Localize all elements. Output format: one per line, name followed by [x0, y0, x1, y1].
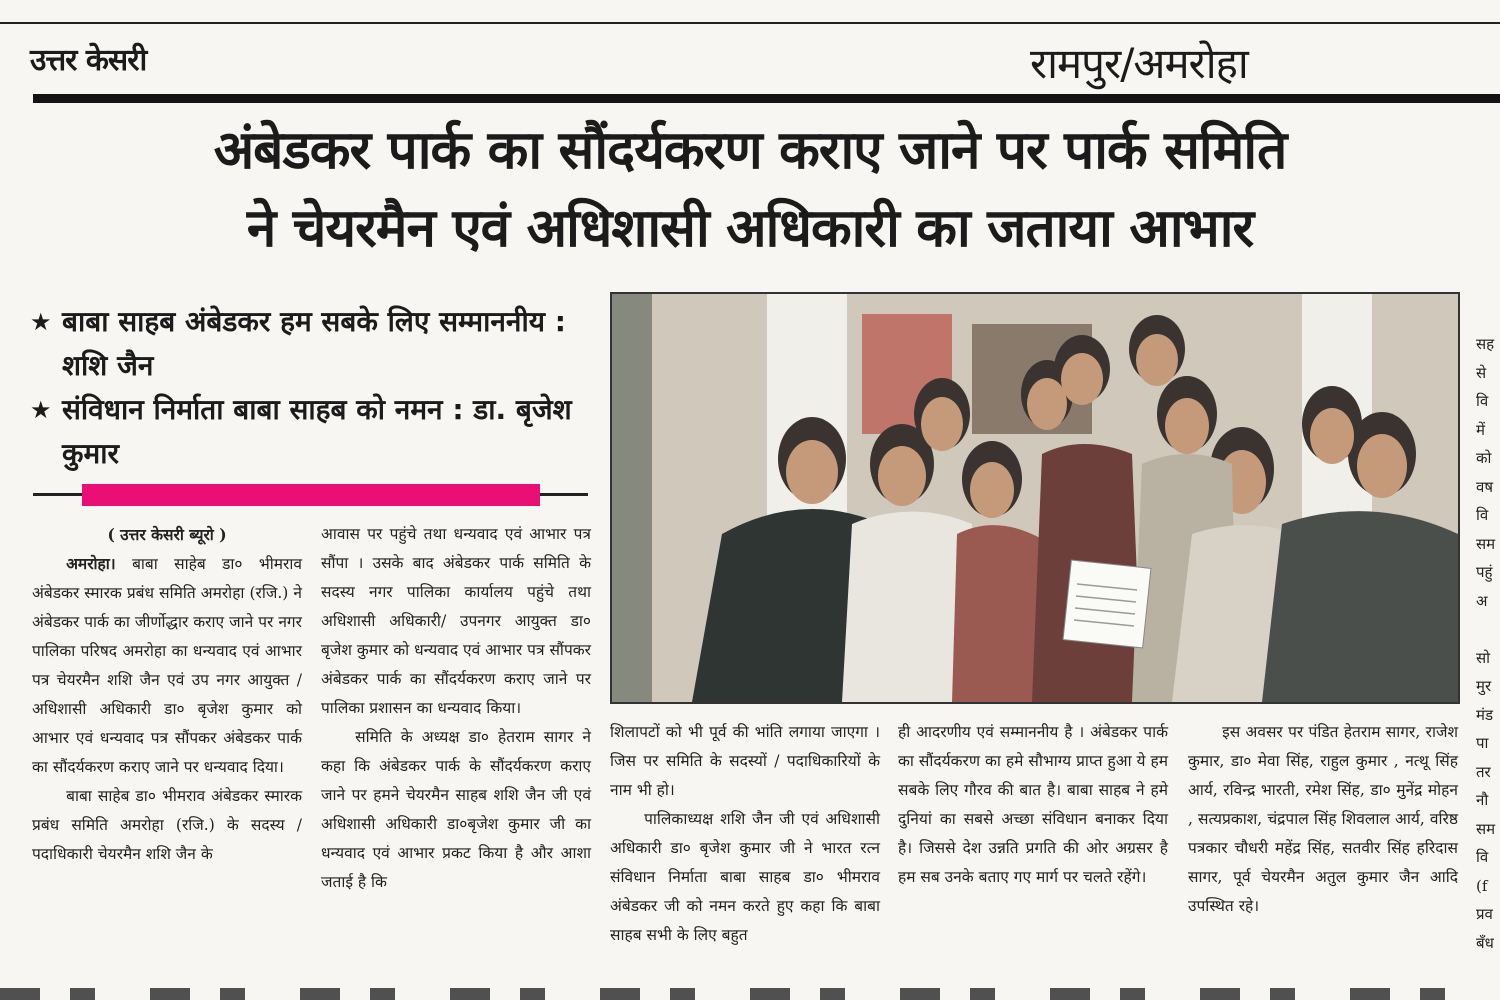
article-column-1 — [32, 520, 302, 869]
article-text: समिति के अध्यक्ष डा० हेतराम सागर ने कहा कि अंबेडकर पार्क के सौंदर्यकरण कराए जाने पर हमने चेयरमैन साहब शशि जैन जी एवं अधिशासी अधिकारी डा०बृजेश कुमार जी का धन्यवाद एवं आभार प्रकट किया है और आशा जताई है कि — [321, 728, 591, 891]
star-icon: ★ — [30, 396, 52, 424]
article-text: ही आदरणीय एवं सम्माननीय है । अंबेडकर पार्क का सौंदर्यकरण का हमे सौभाग्य प्राप्त हुआ ये हम सबके लिए गौरव की बात है। बाबा साहब ने हमे दुनियां का सबसे अच्छा संविधान बनाकर दिया है। जिससे देश उन्नति प्रगति की ओर अग्रसर है हम सब उनके बताए गए मार्ग पर चलते रहेंगे। — [898, 723, 1168, 886]
article-text: आवास पर पहुंचे तथा धन्यवाद एवं आभार पत्र सौंपा । उसके बाद अंबेडकर पार्क समिति के सदस्य नगर पालिका कार्यालय पहुंचे तथा अधिशासी अधिकारी/ उपनगर आयुक्त डा० बृजेश कुमार को धन्यवाद एवं आभार पत्र सौंपकर अंबेडकर पार्क का सौंदर्यकरण कराए जाने पर पालिका प्रशासन का धन्यवाद किया। — [321, 525, 591, 717]
adjacent-article-fragment: सह से वि में को वष वि सम पहुं अ सो मुर मंड पा तर नौ सम वि (f प्रव बँध — [1476, 335, 1496, 952]
article-text: बाबा साहेब डा० भीमराव अंबेडकर स्मारक प्रबंध समिति अमरोहा (रजि.) ने अंबेडकर पार्क का जीर्णोद्धार कराए जाने पर नगर पालिका परिषद अमरोहा का धन्यवाद एवं आभार पत्र चेयरमैन शशि जैन एवं उप नगर आयुक्त / अधिशासी अधिकारी डा० बृजेश कुमार को आभार एवं धन्यवाद पत्र सौंपकर अंबेडकर पार्क का सौंदर्यकरण कराए जाने पर धन्यवाद दिया। — [32, 555, 302, 776]
header-rule — [33, 94, 1500, 103]
subhead-2 — [30, 388, 600, 476]
subhead-text: बाबा साहब अंबेडकर हम सबके लिए सम्माननीय : शशि जैन — [62, 305, 566, 382]
article-column-3 — [610, 718, 880, 950]
news-photo — [610, 292, 1460, 704]
article-column-4 — [898, 718, 1168, 892]
article-text: पालिकाध्यक्ष शशि जैन जी एवं अधिशासी अधिकारी डा० बृजेश कुमार जी ने भारत रत्न संविधान निर्माता बाबा साहब डा० भीमराव अंबेडकर जी को नमन करते हुए कहा कि बाबा साहब सभी के लिए बहुत — [610, 810, 880, 944]
next-headline-cutoff — [0, 988, 1500, 1000]
section-title: रामपुर/अमरोहा — [1030, 39, 1248, 88]
article-column-5 — [1188, 718, 1458, 921]
article-dateline: अमरोहा। — [66, 554, 116, 573]
article-byline: ( उत्तर केसरी ब्यूरो ) — [107, 525, 227, 544]
subhead-1 — [30, 300, 600, 388]
accent-bar — [82, 484, 540, 506]
article-text: शिलापटों को भी पूर्व की भांति लगाया जाएगा । जिस पर समिति के सदस्यों / पदाधिकारियों के नाम भी हो। — [610, 723, 880, 799]
headline-line-1: अंबेडकर पार्क का सौंदर्यकरण कराए जाने पर पार्क समिति — [213, 120, 1287, 181]
top-rule — [0, 22, 1500, 24]
group-photo-illustration — [612, 294, 1458, 702]
subhead-text: संविधान निर्माता बाबा साहब को नमन : डा. बृजेश कुमार — [62, 393, 572, 470]
star-icon: ★ — [30, 308, 52, 336]
article-column-2 — [321, 520, 591, 897]
article-text: इस अवसर पर पंडित हेतराम सागर, राजेश कुमार, डा० मेवा सिंह, राहुल कुमार , नत्थू सिंह आर्य, रविन्द्र भारती, रमेश सिंह, डा० मुनेंद्र मोहन , सत्यप्रकाश, चंद्रपाल सिंह शिवलाल आर्य, वरिष्ठ पत्रकार चौधरी महेंद्र सिंह, सतवीर सिंह हरिदास सागर, पूर्व चेयरमैन अतुल कुमार जैन आदि उपस्थित रहे। — [1188, 723, 1458, 915]
subheads — [30, 300, 600, 476]
headline — [20, 112, 1480, 268]
headline-line-2: ने चेयरमैन एवं अधिशासी अधिकारी का जताया आभार — [246, 198, 1254, 259]
article-text: बाबा साहेब डा० भीमराव अंबेडकर स्मारक प्रबंध समिति अमरोहा (रजि.) के सदस्य / पदाधिकारी चेयरमैन शशि जैन के — [32, 787, 302, 863]
newspaper-masthead: उत्तर केसरी — [30, 43, 147, 78]
